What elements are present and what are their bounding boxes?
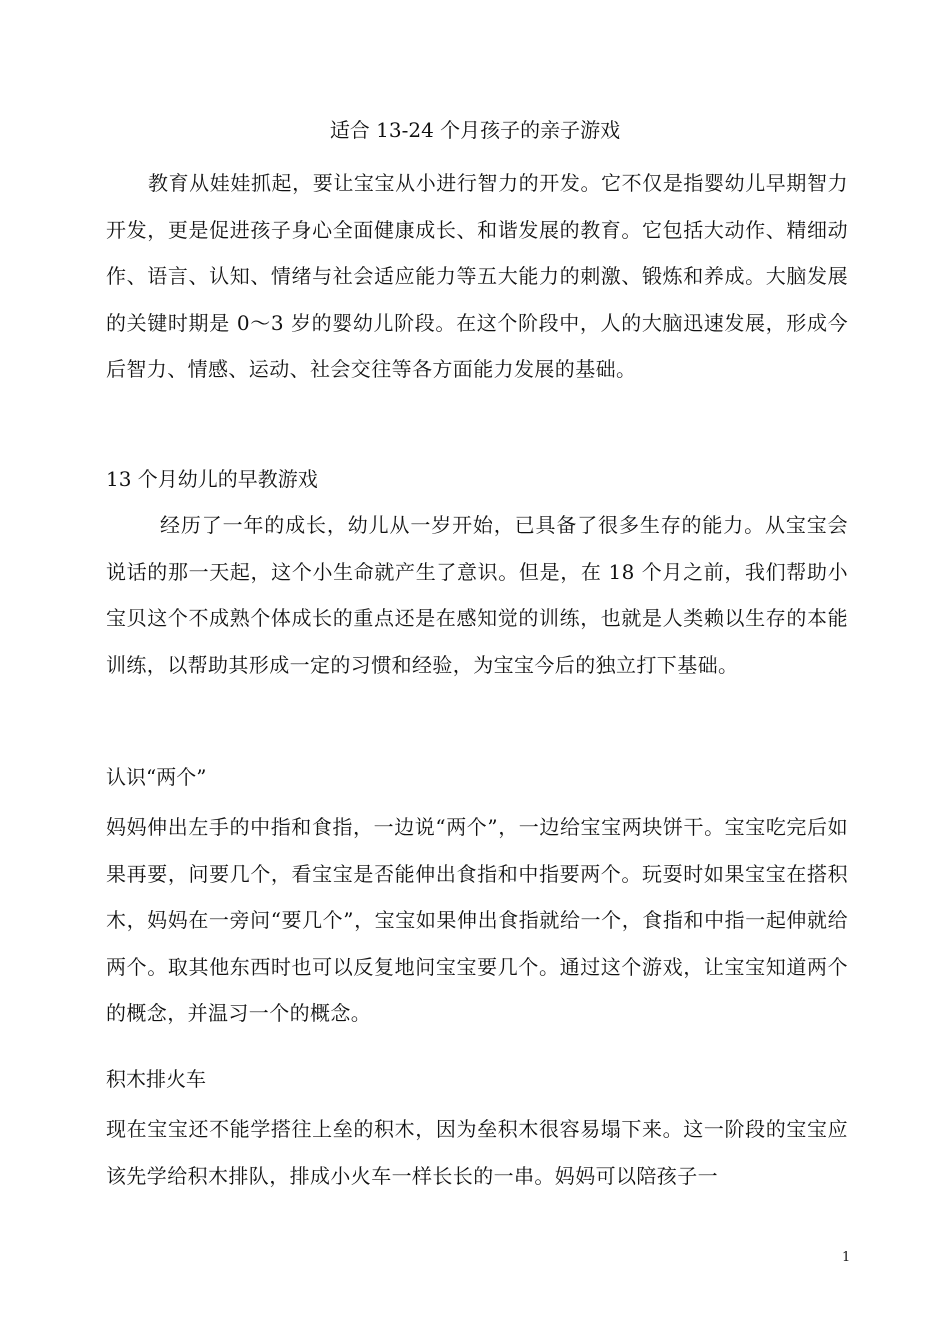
document-title: 适合 13-24 个月孩子的亲子游戏 xyxy=(329,118,621,142)
intro-paragraph: 教育从娃娃抓起，要让宝宝从小进行智力的开发。它不仅是指婴幼儿早期智力开发，更是促进孩子身心全面健康成长、和谐发展的教育。它包括大动作、精细动作、语言、认知、情绪与社会适应能力等五大能力的刺激、锻炼和养成。大脑发展的关键时期是 0～3 岁的婴幼儿阶段。在这个阶段中，人的大脑迅速发展，形成今后智力、情感、运动、社会交往等各方面能力发展的基础。 xyxy=(106,171,848,381)
section-13-paragraph: 经历了一年的成长，幼儿从一岁开始，已具备了很多生存的能力。从宝宝会说话的那一天起，这个小生命就产生了意识。但是，在 18 个月之前，我们帮助小宝贝这个不成熟个体成长的重点还是在感知觉的训练，也就是人类赖以生存的本能训练，以帮助其形成一定的习惯和经验，为宝宝今后的独立打下基础。 xyxy=(106,513,848,677)
game-heading-two-items: 认识“两个” xyxy=(106,765,207,789)
page-number: 1 xyxy=(842,1250,851,1265)
game-heading-block-train: 积木排火车 xyxy=(106,1067,206,1091)
game-block-train-paragraph: 现在宝宝还不能学搭往上垒的积木，因为垒积木很容易塌下来。这一阶段的宝宝应该先学给积木排队，排成小火车一样长长的一串。妈妈可以陪孩子一 xyxy=(106,1117,848,1188)
section-heading-13-months: 13 个月幼儿的早教游戏 xyxy=(106,467,318,491)
game-two-items-paragraph: 妈妈伸出左手的中指和食指，一边说“两个”，一边给宝宝两块饼干。宝宝吃完后如果再要，问要几个，看宝宝是否能伸出食指和中指要两个。玩耍时如果宝宝在搭积木，妈妈在一旁问“要几个”，宝宝如果伸出食指就给一个，食指和中指一起伸就给两个。取其他东西时也可以反复地问宝宝要几个。通过这个游戏，让宝宝知道两个的概念，并温习一个的概念。 xyxy=(106,815,848,1025)
